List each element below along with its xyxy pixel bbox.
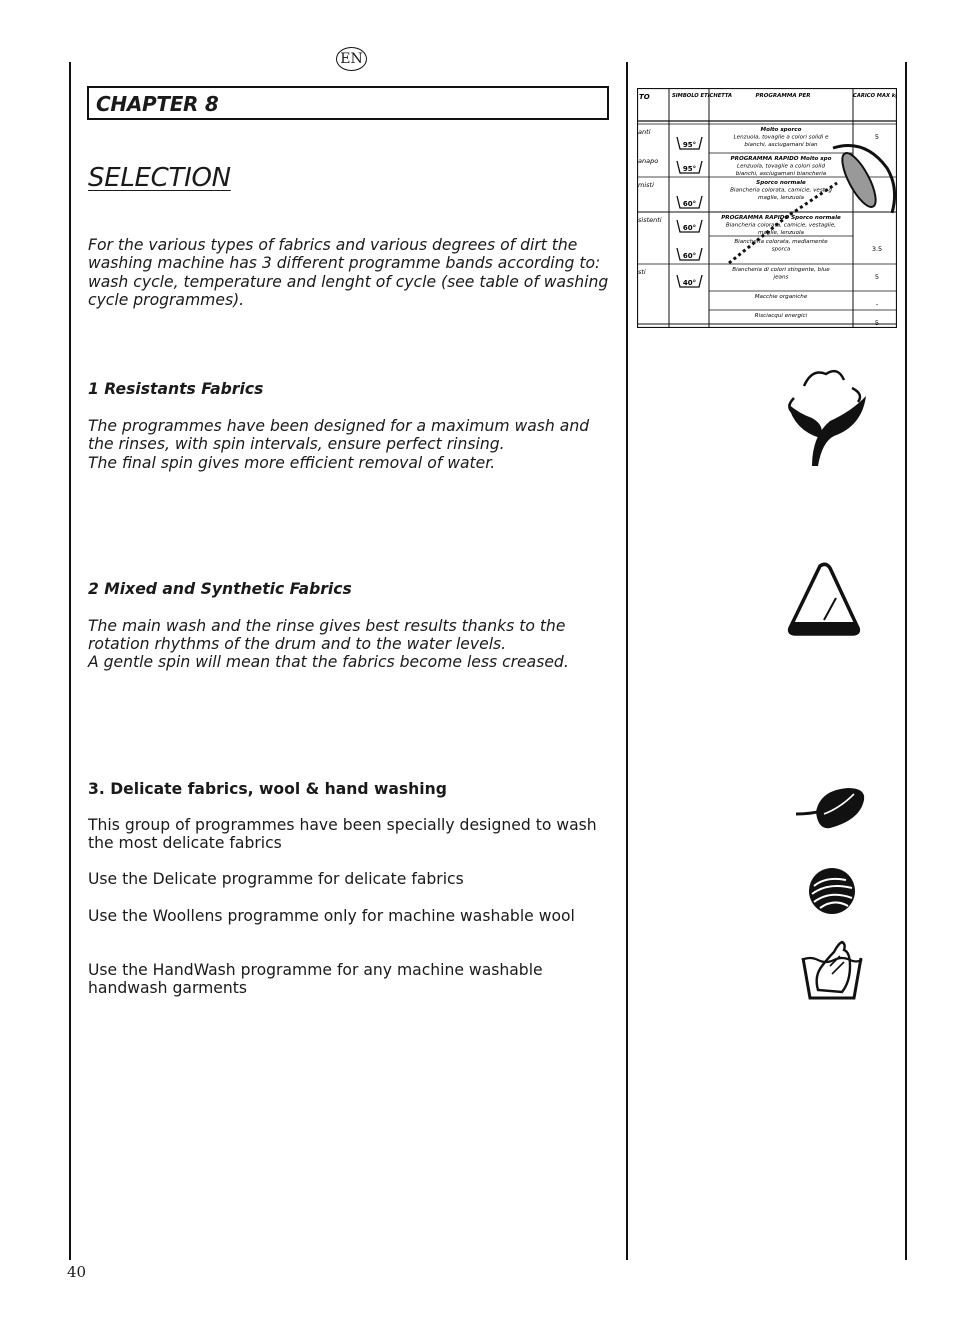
- programme-line: Molto sporco: [760, 127, 802, 133]
- table-header-programme: PROGRAMMA PER: [755, 93, 811, 99]
- section-2-heading: 2 Mixed and Synthetic Fabrics: [88, 580, 352, 598]
- programme-line: bianchi, asciugamani biancheria: [735, 170, 827, 177]
- programme-line: maglie, lenzuola: [758, 229, 804, 236]
- programme-line: Lenzuola, tovaglie a colori solid: [736, 163, 826, 170]
- section-3-heading: 3. Delicate fabrics, wool & hand washing: [88, 780, 447, 798]
- programme-line: Macchie organiche: [754, 294, 808, 300]
- max-load-cell: 5: [874, 273, 880, 281]
- programme-table: [637, 88, 897, 328]
- temperature-symbol: 60°: [682, 200, 697, 208]
- programme-line: Biancheria di colori stingente, blue: [732, 267, 830, 273]
- intro-paragraph: For the various types of fabrics and various degrees of dirt the washing machine has 3 different programme bands according to: wash cycle, temperature and lenght of cycle (see table of washing cycle programmes).: [88, 236, 609, 309]
- programme-line: Risciacqui energici: [754, 313, 808, 319]
- column-divider-rule: [626, 62, 628, 1260]
- wool-icon: [806, 866, 858, 920]
- table-left-cell: sistenti: [638, 216, 662, 224]
- left-margin-rule: [69, 62, 71, 1260]
- programme-line: maglie, lenzuola: [758, 194, 804, 201]
- table-left-cell: sti: [638, 268, 646, 276]
- section-3-text-2: Use the Delicate programme for delicate fabrics: [88, 870, 464, 888]
- programme-line: Biancheria colorata, camicie, vestaglie,: [725, 222, 837, 229]
- max-load-cell: 5: [874, 319, 880, 327]
- programme-line: PROGRAMMA RAPIDO Molto spo: [730, 156, 832, 162]
- section-1-heading: 1 Resistants Fabrics: [88, 380, 264, 398]
- programme-line: bianchi, asciugamani bian: [744, 141, 818, 148]
- temperature-symbol: 60°: [682, 252, 697, 260]
- table-left-cell: anti: [638, 128, 651, 136]
- section-3-text-1: This group of programmes have been specially designed to wash the most delicate fabrics: [88, 816, 597, 853]
- max-load-cell: -: [875, 300, 879, 308]
- programme-line: Biancheria colorata, mediamente: [734, 239, 828, 245]
- chapter-label: CHAPTER 8: [87, 86, 609, 120]
- programme-line: sporca: [771, 246, 791, 253]
- section-1-text-2: The final spin gives more efficient removal of water.: [88, 454, 496, 472]
- programme-line: Sporco normale: [756, 180, 806, 186]
- feather-icon: [794, 784, 868, 836]
- max-load-cell: 3.5: [871, 245, 883, 253]
- table-header-load: CARICO MAX kg: [853, 93, 897, 99]
- page-number: 40: [67, 1263, 87, 1281]
- table-left-cell: misti: [638, 181, 654, 189]
- max-load-cell: 5: [874, 133, 880, 141]
- temperature-symbol: 40°: [682, 279, 697, 287]
- programme-line: PROGRAMMA RAPIDO Sporco normale: [721, 215, 841, 221]
- programme-line: Lenzuola, tovaglie a colori solidi e: [733, 134, 829, 141]
- section-2-text-1: The main wash and the rinse gives best results thanks to the rotation rhythms of the drum and to the water levels.: [88, 617, 566, 654]
- section-3-text-3: Use the Woollens programme only for machine washable wool: [88, 907, 575, 925]
- cotton-icon: [782, 366, 872, 478]
- handwash-icon: [800, 936, 864, 1006]
- right-margin-rule: [905, 62, 907, 1260]
- section-3-text-4: Use the HandWash programme for any machine washable handwash garments: [88, 961, 543, 998]
- synthetic-flask-icon: [786, 560, 862, 644]
- section-2-text-2: A gentle spin will mean that the fabrics become less creased.: [88, 653, 569, 671]
- table-header-symbol: SIMBOLO ETICHETTA: [672, 93, 733, 99]
- temperature-symbol: 95°: [682, 141, 697, 149]
- programme-line: jeans: [773, 274, 789, 281]
- programme-line: Biancheria colorata, camicie, vestag: [730, 187, 832, 194]
- table-header-left: TO: [639, 93, 650, 101]
- temperature-symbol: 95°: [682, 165, 697, 173]
- language-badge: EN: [336, 47, 367, 71]
- table-left-cell: anapo: [638, 157, 659, 165]
- section-1-text-1: The programmes have been designed for a maximum wash and the rinses, with spin intervals, ensure perfect rinsing.: [88, 417, 590, 454]
- page-title: SELECTION: [88, 163, 231, 193]
- temperature-symbol: 60°: [682, 224, 697, 232]
